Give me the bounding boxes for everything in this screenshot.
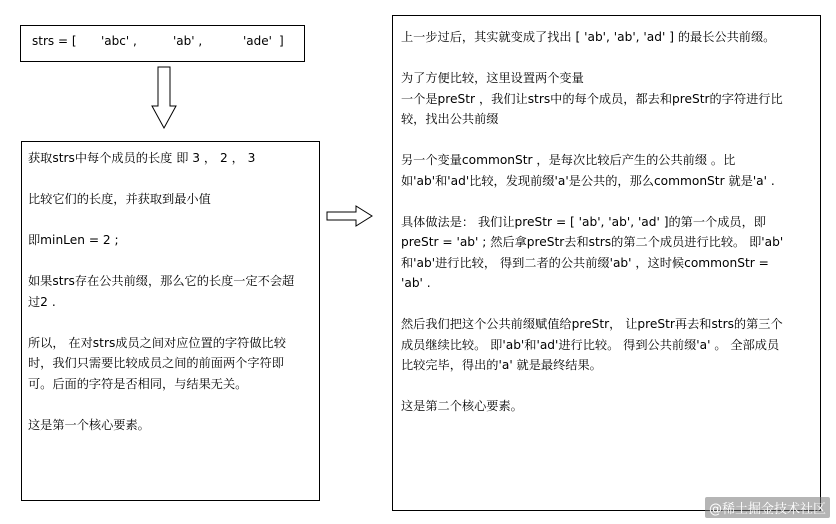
right-line: 另一个变量commonStr ，是每次比较后产生的公共前缀 。比 bbox=[401, 153, 736, 167]
left-line: 获取strs中每个成员的长度 即 3 ， 2 ， 3 bbox=[28, 151, 256, 165]
watermark-label: @稀土掘金技术社区 bbox=[705, 497, 830, 518]
right-arrow-icon bbox=[326, 205, 374, 227]
right-line: 'ab' . bbox=[401, 276, 431, 290]
right-line: 上一步过后，其实就变成了找出 [ 'ab', 'ab', 'ad' ] 的最长公共前缀。 bbox=[401, 30, 776, 44]
step-two-box bbox=[392, 15, 821, 511]
step-one-box bbox=[21, 141, 320, 501]
right-line: 如'ab'和'ad'比较，发现前缀'a'是公共的，那么commonStr 就是'a' . bbox=[401, 173, 775, 188]
right-line: 比较完毕，得出的'a' 就是最终结果。 bbox=[401, 358, 602, 372]
right-line: 和'ab'进行比较， 得到二者的公共前缀'ab' ，这时候commonStr = bbox=[401, 255, 769, 270]
right-line: 一个是preStr ，我们让strs中的每个成员，都去和preStr的字符进行比 bbox=[401, 91, 783, 106]
left-line: 可。后面的字符是否相同，与结果无关。 bbox=[28, 376, 248, 391]
right-line: 成员继续比较。 即'ab'和'ad'进行比较。 得到公共前缀'a' 。 全部成员 bbox=[401, 337, 780, 352]
array-close-label: ] bbox=[279, 34, 284, 48]
down-arrow-icon bbox=[150, 66, 178, 130]
left-line: 这是第一个核心要素。 bbox=[28, 417, 150, 432]
right-line: 较，找出公共前缀 bbox=[401, 112, 499, 126]
left-line: 时，我们只需要比较成员之间的前面两个字符即 bbox=[28, 356, 284, 370]
right-line: 具体做法是： 我们让preStr = [ 'ab', 'ab', 'ad' ]的第一个成员，即 bbox=[401, 214, 766, 229]
right-line: preStr = 'ab' ; 然后拿preStr去和strs的第二个成员进行比较。 即'ab' bbox=[401, 235, 784, 249]
left-line: 如果strs存在公共前缀，那么它的长度一定不会超 bbox=[28, 274, 295, 288]
input-array-box bbox=[20, 25, 305, 62]
right-line: 为了方便比较，这里设置两个变量 bbox=[401, 71, 584, 85]
right-line: 这是第二个核心要素。 bbox=[401, 399, 523, 413]
array-item-ade: 'ade' bbox=[243, 34, 272, 48]
array-item-abc: 'abc' , bbox=[101, 34, 137, 48]
left-line: 比较它们的长度，并获取到最小值 bbox=[28, 192, 211, 206]
array-open-label: strs = [ bbox=[32, 34, 77, 48]
right-line: 然后我们把这个公共前缀赋值给preStr， 让preStr再去和strs的第三个 bbox=[401, 317, 783, 331]
left-line: 即minLen = 2 ; bbox=[28, 233, 119, 247]
left-line: 所以， 在对strs成员之间对应位置的字符做比较 bbox=[28, 335, 286, 350]
left-line: 过2 . bbox=[28, 294, 56, 309]
array-item-ab: 'ab' , bbox=[173, 34, 203, 48]
